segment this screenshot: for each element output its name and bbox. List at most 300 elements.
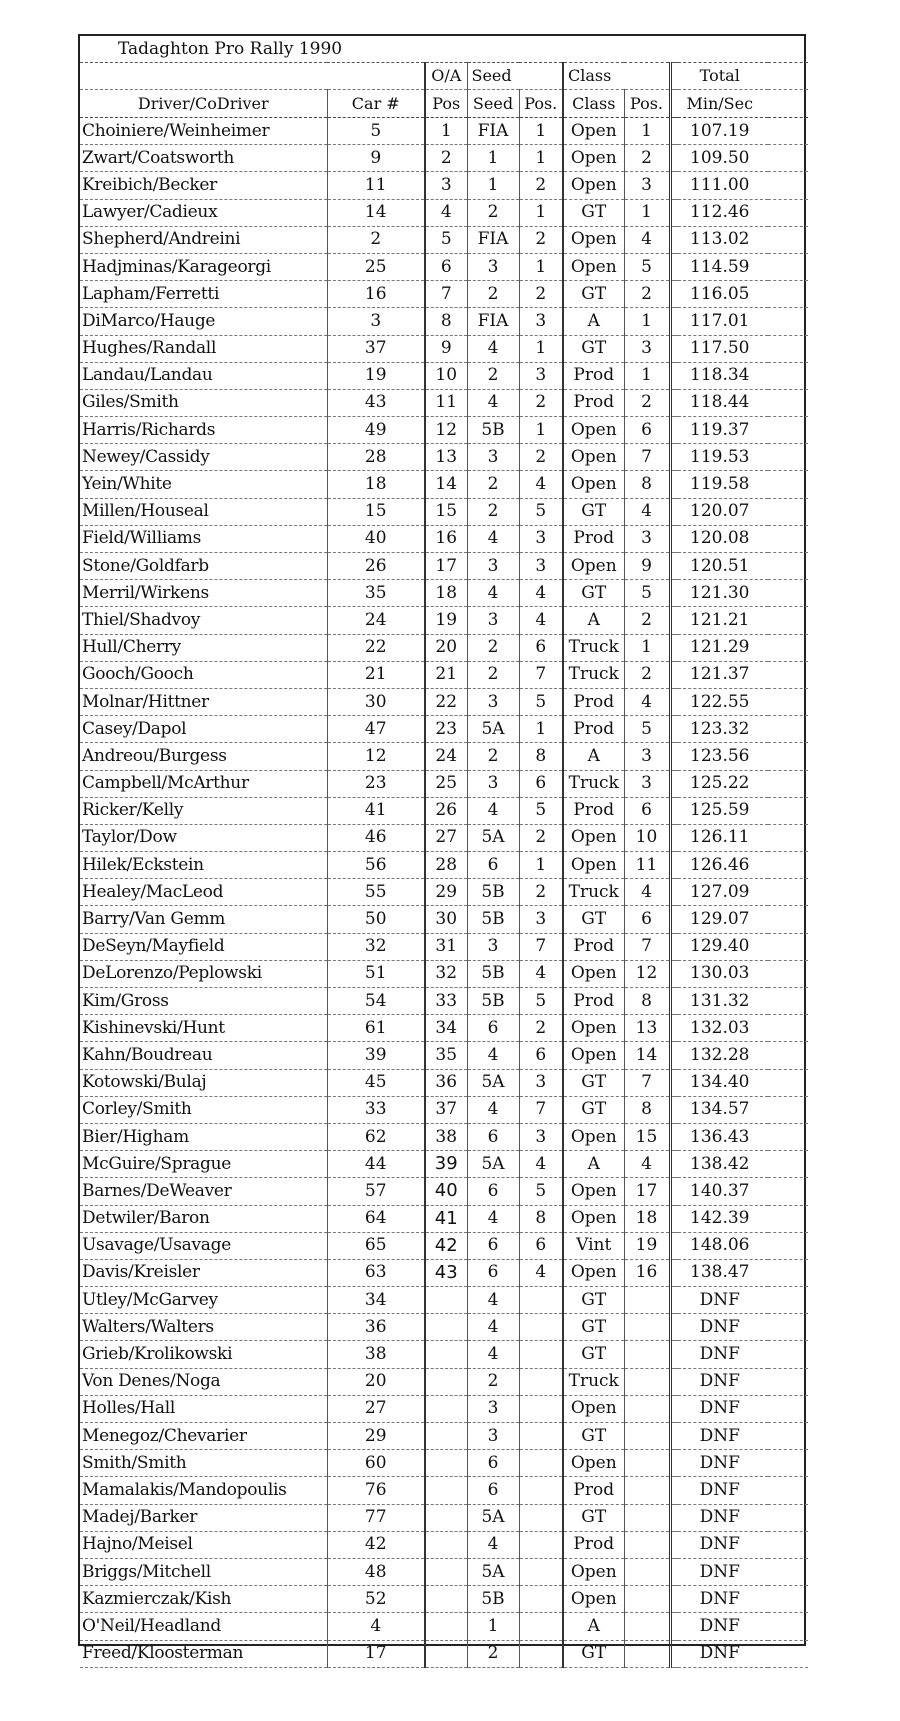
class-pos-cell: 11	[624, 852, 670, 879]
driver-cell: Hull/Cherry	[80, 634, 327, 661]
seed-cell: 1	[467, 145, 519, 172]
table-row	[80, 960, 808, 987]
seed-cell: 6	[467, 1450, 519, 1477]
table-row	[80, 1015, 808, 1042]
seed-pos-cell: 6	[519, 1042, 563, 1069]
overall-pos-cell: 13	[425, 444, 467, 471]
overall-pos-cell: 29	[425, 879, 467, 906]
seed-cell: 6	[467, 1259, 519, 1286]
header-seed: Seed	[467, 90, 519, 118]
table-row	[80, 145, 808, 172]
overall-pos-cell	[425, 1287, 467, 1314]
table-row	[80, 824, 808, 851]
car-cell: 16	[327, 281, 425, 308]
class-pos-cell: 2	[624, 661, 670, 688]
class-cell: GT	[563, 1096, 624, 1123]
class-cell: Open	[563, 824, 624, 851]
time-cell: 136.43	[670, 1123, 768, 1150]
seed-pos-cell: 3	[519, 553, 563, 580]
class-cell: Open	[563, 1123, 624, 1150]
class-cell: GT	[563, 1287, 624, 1314]
seed-pos-cell: 1	[519, 716, 563, 743]
car-cell: 51	[327, 960, 425, 987]
table-row	[80, 226, 808, 253]
class-pos-cell: 10	[624, 824, 670, 851]
table-row	[80, 1096, 808, 1123]
driver-cell: Hughes/Randall	[80, 335, 327, 362]
class-pos-cell: 3	[624, 335, 670, 362]
driver-cell: Kishinevski/Hunt	[80, 1015, 327, 1042]
class-pos-cell: 19	[624, 1232, 670, 1259]
class-pos-cell: 4	[624, 879, 670, 906]
car-cell: 33	[327, 1096, 425, 1123]
seed-cell: 5B	[467, 417, 519, 444]
class-cell: Open	[563, 226, 624, 253]
driver-cell: Mamalakis/Mandopoulis	[80, 1477, 327, 1504]
class-cell: Open	[563, 553, 624, 580]
driver-cell: Campbell/McArthur	[80, 770, 327, 797]
table-row	[80, 1531, 808, 1558]
class-pos-cell: 2	[624, 281, 670, 308]
driver-cell: DiMarco/Hauge	[80, 308, 327, 335]
seed-pos-cell: 5	[519, 498, 563, 525]
group-header-row	[80, 63, 808, 90]
seed-pos-cell	[519, 1395, 563, 1422]
seed-cell: 4	[467, 580, 519, 607]
table-row	[80, 688, 808, 715]
table-row	[80, 389, 808, 416]
driver-cell: Von Denes/Noga	[80, 1368, 327, 1395]
table-row	[80, 525, 808, 552]
time-cell: 148.06	[670, 1232, 768, 1259]
table-row	[80, 498, 808, 525]
seed-pos-cell: 2	[519, 879, 563, 906]
header-time: Min/Sec	[670, 90, 768, 118]
table-row	[80, 1450, 808, 1477]
seed-cell: 4	[467, 1205, 519, 1232]
car-cell: 9	[327, 145, 425, 172]
class-pos-cell: 2	[624, 389, 670, 416]
class-pos-cell: 6	[624, 417, 670, 444]
class-cell: Prod	[563, 716, 624, 743]
driver-cell: Choiniere/Weinheimer	[80, 118, 327, 145]
table-row	[80, 362, 808, 389]
class-pos-cell: 3	[624, 525, 670, 552]
time-cell: 132.03	[670, 1015, 768, 1042]
table-row	[80, 1287, 808, 1314]
class-pos-cell	[624, 1314, 670, 1341]
driver-cell: Kreibich/Becker	[80, 172, 327, 199]
car-cell: 27	[327, 1395, 425, 1422]
seed-pos-cell	[519, 1368, 563, 1395]
driver-cell: Andreou/Burgess	[80, 743, 327, 770]
table-row	[80, 172, 808, 199]
class-cell: GT	[563, 498, 624, 525]
overall-pos-cell: 20	[425, 634, 467, 661]
overall-pos-cell: 11	[425, 389, 467, 416]
seed-pos-cell: 1	[519, 253, 563, 280]
time-cell: 138.47	[670, 1259, 768, 1286]
seed-pos-cell: 5	[519, 988, 563, 1015]
seed-cell: 6	[467, 1477, 519, 1504]
time-cell: 132.28	[670, 1042, 768, 1069]
overall-pos-cell: 8	[425, 308, 467, 335]
seed-cell: 4	[467, 1314, 519, 1341]
overall-pos-cell	[425, 1314, 467, 1341]
header-class-pos: Pos.	[624, 90, 670, 118]
table-row	[80, 199, 808, 226]
time-cell: 125.59	[670, 797, 768, 824]
car-cell: 4	[327, 1613, 425, 1640]
table-row	[80, 906, 808, 933]
class-cell: A	[563, 1613, 624, 1640]
title-row	[80, 36, 808, 63]
class-cell: GT	[563, 1341, 624, 1368]
class-cell: Open	[563, 1015, 624, 1042]
time-cell: DNF	[670, 1558, 768, 1585]
time-cell: DNF	[670, 1341, 768, 1368]
table-row	[80, 743, 808, 770]
time-cell: 131.32	[670, 988, 768, 1015]
seed-pos-cell: 1	[519, 852, 563, 879]
class-cell: GT	[563, 1504, 624, 1531]
seed-cell: 4	[467, 335, 519, 362]
class-cell: Open	[563, 1450, 624, 1477]
car-cell: 47	[327, 716, 425, 743]
overall-pos-cell: 38	[425, 1123, 467, 1150]
seed-pos-cell	[519, 1423, 563, 1450]
overall-pos-cell	[425, 1395, 467, 1422]
seed-cell: 5B	[467, 960, 519, 987]
seed-pos-cell: 3	[519, 362, 563, 389]
seed-cell: 1	[467, 1613, 519, 1640]
time-cell: 117.50	[670, 335, 768, 362]
overall-pos-cell: 21	[425, 661, 467, 688]
class-pos-cell	[624, 1287, 670, 1314]
car-cell: 30	[327, 688, 425, 715]
driver-cell: Landau/Landau	[80, 362, 327, 389]
time-cell: DNF	[670, 1287, 768, 1314]
class-pos-cell: 1	[624, 199, 670, 226]
seed-pos-cell: 3	[519, 1069, 563, 1096]
driver-cell: Taylor/Dow	[80, 824, 327, 851]
overall-pos-cell: 9	[425, 335, 467, 362]
time-cell: 118.34	[670, 362, 768, 389]
overall-pos-cell: 31	[425, 933, 467, 960]
table-row	[80, 417, 808, 444]
time-cell: 113.02	[670, 226, 768, 253]
overall-pos-cell	[425, 1504, 467, 1531]
seed-cell: 5A	[467, 1069, 519, 1096]
car-cell: 32	[327, 933, 425, 960]
car-cell: 76	[327, 1477, 425, 1504]
table-row	[80, 933, 808, 960]
seed-cell: 2	[467, 471, 519, 498]
seed-pos-cell: 3	[519, 906, 563, 933]
car-cell: 42	[327, 1531, 425, 1558]
results-sheet	[78, 34, 806, 1664]
seed-cell: 2	[467, 1640, 519, 1667]
seed-cell: 1	[467, 172, 519, 199]
seed-pos-cell: 1	[519, 335, 563, 362]
column-header-row	[80, 90, 808, 118]
car-cell: 77	[327, 1504, 425, 1531]
overall-pos-cell: 33	[425, 988, 467, 1015]
time-cell: DNF	[670, 1477, 768, 1504]
seed-pos-cell: 5	[519, 1178, 563, 1205]
time-cell: 123.32	[670, 716, 768, 743]
seed-cell: 5A	[467, 824, 519, 851]
class-pos-cell: 5	[624, 716, 670, 743]
overall-pos-cell	[425, 1341, 467, 1368]
header-oa: O/A	[425, 63, 467, 90]
class-cell: Prod	[563, 988, 624, 1015]
seed-pos-cell: 8	[519, 1205, 563, 1232]
table-row	[80, 1504, 808, 1531]
seed-cell: 4	[467, 797, 519, 824]
table-row	[80, 1314, 808, 1341]
seed-pos-cell: 8	[519, 743, 563, 770]
class-pos-cell: 8	[624, 1096, 670, 1123]
car-cell: 35	[327, 580, 425, 607]
time-cell: 129.40	[670, 933, 768, 960]
overall-pos-cell: 36	[425, 1069, 467, 1096]
car-cell: 29	[327, 1423, 425, 1450]
seed-pos-cell	[519, 1531, 563, 1558]
overall-pos-cell: 5	[425, 226, 467, 253]
class-cell: Prod	[563, 525, 624, 552]
class-cell: Prod	[563, 688, 624, 715]
class-pos-cell: 7	[624, 1069, 670, 1096]
driver-cell: Ricker/Kelly	[80, 797, 327, 824]
seed-cell: FIA	[467, 226, 519, 253]
seed-pos-cell	[519, 1287, 563, 1314]
seed-pos-cell: 3	[519, 308, 563, 335]
class-pos-cell: 2	[624, 145, 670, 172]
time-cell: DNF	[670, 1504, 768, 1531]
car-cell: 34	[327, 1287, 425, 1314]
class-cell: Open	[563, 172, 624, 199]
table-row	[80, 879, 808, 906]
time-cell: 121.21	[670, 607, 768, 634]
table-row	[80, 118, 808, 145]
time-cell: 119.53	[670, 444, 768, 471]
class-pos-cell: 16	[624, 1259, 670, 1286]
car-cell: 12	[327, 743, 425, 770]
seed-pos-cell: 2	[519, 172, 563, 199]
driver-cell: Kotowski/Bulaj	[80, 1069, 327, 1096]
table-row	[80, 1205, 808, 1232]
driver-cell: Smith/Smith	[80, 1450, 327, 1477]
class-cell: Vint	[563, 1232, 624, 1259]
seed-cell: 2	[467, 281, 519, 308]
class-pos-cell: 4	[624, 226, 670, 253]
seed-cell: 4	[467, 525, 519, 552]
class-pos-cell	[624, 1613, 670, 1640]
seed-cell: 2	[467, 661, 519, 688]
table-row	[80, 1395, 808, 1422]
driver-cell: Menegoz/Chevarier	[80, 1423, 327, 1450]
class-pos-cell: 6	[624, 797, 670, 824]
class-cell: Prod	[563, 389, 624, 416]
time-cell: 119.58	[670, 471, 768, 498]
overall-pos-cell	[425, 1531, 467, 1558]
seed-cell: 3	[467, 688, 519, 715]
header-driver: Driver/CoDriver	[80, 90, 327, 118]
driver-cell: Corley/Smith	[80, 1096, 327, 1123]
driver-cell: Field/Williams	[80, 525, 327, 552]
class-pos-cell	[624, 1395, 670, 1422]
driver-cell: Briggs/Mitchell	[80, 1558, 327, 1585]
seed-pos-cell: 2	[519, 824, 563, 851]
class-pos-cell: 3	[624, 743, 670, 770]
class-pos-cell: 3	[624, 172, 670, 199]
class-pos-cell: 15	[624, 1123, 670, 1150]
time-cell: DNF	[670, 1450, 768, 1477]
car-cell: 60	[327, 1450, 425, 1477]
seed-pos-cell: 6	[519, 1232, 563, 1259]
table-row	[80, 634, 808, 661]
seed-pos-cell: 4	[519, 471, 563, 498]
class-cell: Open	[563, 852, 624, 879]
table-row	[80, 1640, 808, 1667]
driver-cell: Molnar/Hittner	[80, 688, 327, 715]
driver-cell: Shepherd/Andreini	[80, 226, 327, 253]
driver-cell: Kahn/Boudreau	[80, 1042, 327, 1069]
time-cell: 125.22	[670, 770, 768, 797]
time-cell: 120.51	[670, 553, 768, 580]
seed-cell: 4	[467, 1096, 519, 1123]
seed-pos-cell: 7	[519, 933, 563, 960]
car-cell: 25	[327, 253, 425, 280]
car-cell: 28	[327, 444, 425, 471]
seed-cell: 3	[467, 1395, 519, 1422]
driver-cell: Stone/Goldfarb	[80, 553, 327, 580]
class-cell: Prod	[563, 933, 624, 960]
class-cell: Open	[563, 253, 624, 280]
time-cell: 111.00	[670, 172, 768, 199]
time-cell: DNF	[670, 1613, 768, 1640]
seed-cell: 5B	[467, 1586, 519, 1613]
driver-cell: Hilek/Eckstein	[80, 852, 327, 879]
overall-pos-cell: 2	[425, 145, 467, 172]
table-row	[80, 1558, 808, 1585]
class-cell: A	[563, 607, 624, 634]
seed-pos-cell: 2	[519, 1015, 563, 1042]
table-row	[80, 1613, 808, 1640]
driver-cell: Detwiler/Baron	[80, 1205, 327, 1232]
table-row	[80, 1477, 808, 1504]
class-cell: Open	[563, 471, 624, 498]
class-pos-cell: 8	[624, 988, 670, 1015]
car-cell: 55	[327, 879, 425, 906]
seed-pos-cell: 4	[519, 580, 563, 607]
time-cell: 126.46	[670, 852, 768, 879]
class-cell: GT	[563, 281, 624, 308]
car-cell: 19	[327, 362, 425, 389]
class-pos-cell	[624, 1531, 670, 1558]
class-pos-cell: 1	[624, 308, 670, 335]
seed-cell: 3	[467, 553, 519, 580]
overall-pos-cell: 16	[425, 525, 467, 552]
overall-pos-cell: 12	[425, 417, 467, 444]
class-cell: Truck	[563, 1368, 624, 1395]
class-pos-cell	[624, 1423, 670, 1450]
time-cell: 142.39	[670, 1205, 768, 1232]
class-cell: GT	[563, 1069, 624, 1096]
seed-pos-cell: 7	[519, 1096, 563, 1123]
table-row	[80, 797, 808, 824]
class-pos-cell: 14	[624, 1042, 670, 1069]
seed-cell: 3	[467, 1423, 519, 1450]
class-cell: A	[563, 1151, 624, 1178]
car-cell: 54	[327, 988, 425, 1015]
seed-cell: 6	[467, 852, 519, 879]
driver-cell: Millen/Houseal	[80, 498, 327, 525]
seed-pos-cell: 2	[519, 281, 563, 308]
seed-cell: 2	[467, 634, 519, 661]
seed-pos-cell	[519, 1558, 563, 1585]
overall-pos-cell: 37	[425, 1096, 467, 1123]
overall-pos-cell	[425, 1450, 467, 1477]
time-cell: 120.08	[670, 525, 768, 552]
class-cell: Open	[563, 118, 624, 145]
overall-pos-cell: 6	[425, 253, 467, 280]
table-row	[80, 1368, 808, 1395]
table-row	[80, 308, 808, 335]
seed-pos-cell	[519, 1640, 563, 1667]
table-row	[80, 335, 808, 362]
seed-cell: 5A	[467, 716, 519, 743]
seed-cell: FIA	[467, 118, 519, 145]
table-row	[80, 852, 808, 879]
class-cell: GT	[563, 906, 624, 933]
header-pos: Pos	[425, 90, 467, 118]
seed-pos-cell: 5	[519, 688, 563, 715]
seed-pos-cell: 2	[519, 444, 563, 471]
time-cell: 127.09	[670, 879, 768, 906]
car-cell: 62	[327, 1123, 425, 1150]
seed-pos-cell: 4	[519, 1151, 563, 1178]
seed-cell: FIA	[467, 308, 519, 335]
class-cell: Open	[563, 417, 624, 444]
class-pos-cell	[624, 1504, 670, 1531]
seed-cell: 5B	[467, 906, 519, 933]
driver-cell: DeLorenzo/Peplowski	[80, 960, 327, 987]
seed-cell: 2	[467, 1368, 519, 1395]
seed-cell: 5B	[467, 988, 519, 1015]
table-row	[80, 1423, 808, 1450]
driver-cell: Yein/White	[80, 471, 327, 498]
driver-cell: Kazmierczak/Kish	[80, 1586, 327, 1613]
seed-pos-cell	[519, 1504, 563, 1531]
seed-pos-cell	[519, 1314, 563, 1341]
car-cell: 48	[327, 1558, 425, 1585]
class-cell: Truck	[563, 879, 624, 906]
class-cell: Open	[563, 444, 624, 471]
table-row	[80, 607, 808, 634]
driver-cell: Merril/Wirkens	[80, 580, 327, 607]
class-pos-cell: 4	[624, 688, 670, 715]
seed-pos-cell: 1	[519, 417, 563, 444]
car-cell: 20	[327, 1368, 425, 1395]
car-cell: 3	[327, 308, 425, 335]
overall-pos-cell: 35	[425, 1042, 467, 1069]
class-pos-cell	[624, 1477, 670, 1504]
table-row	[80, 1042, 808, 1069]
class-pos-cell: 2	[624, 607, 670, 634]
table-row	[80, 471, 808, 498]
